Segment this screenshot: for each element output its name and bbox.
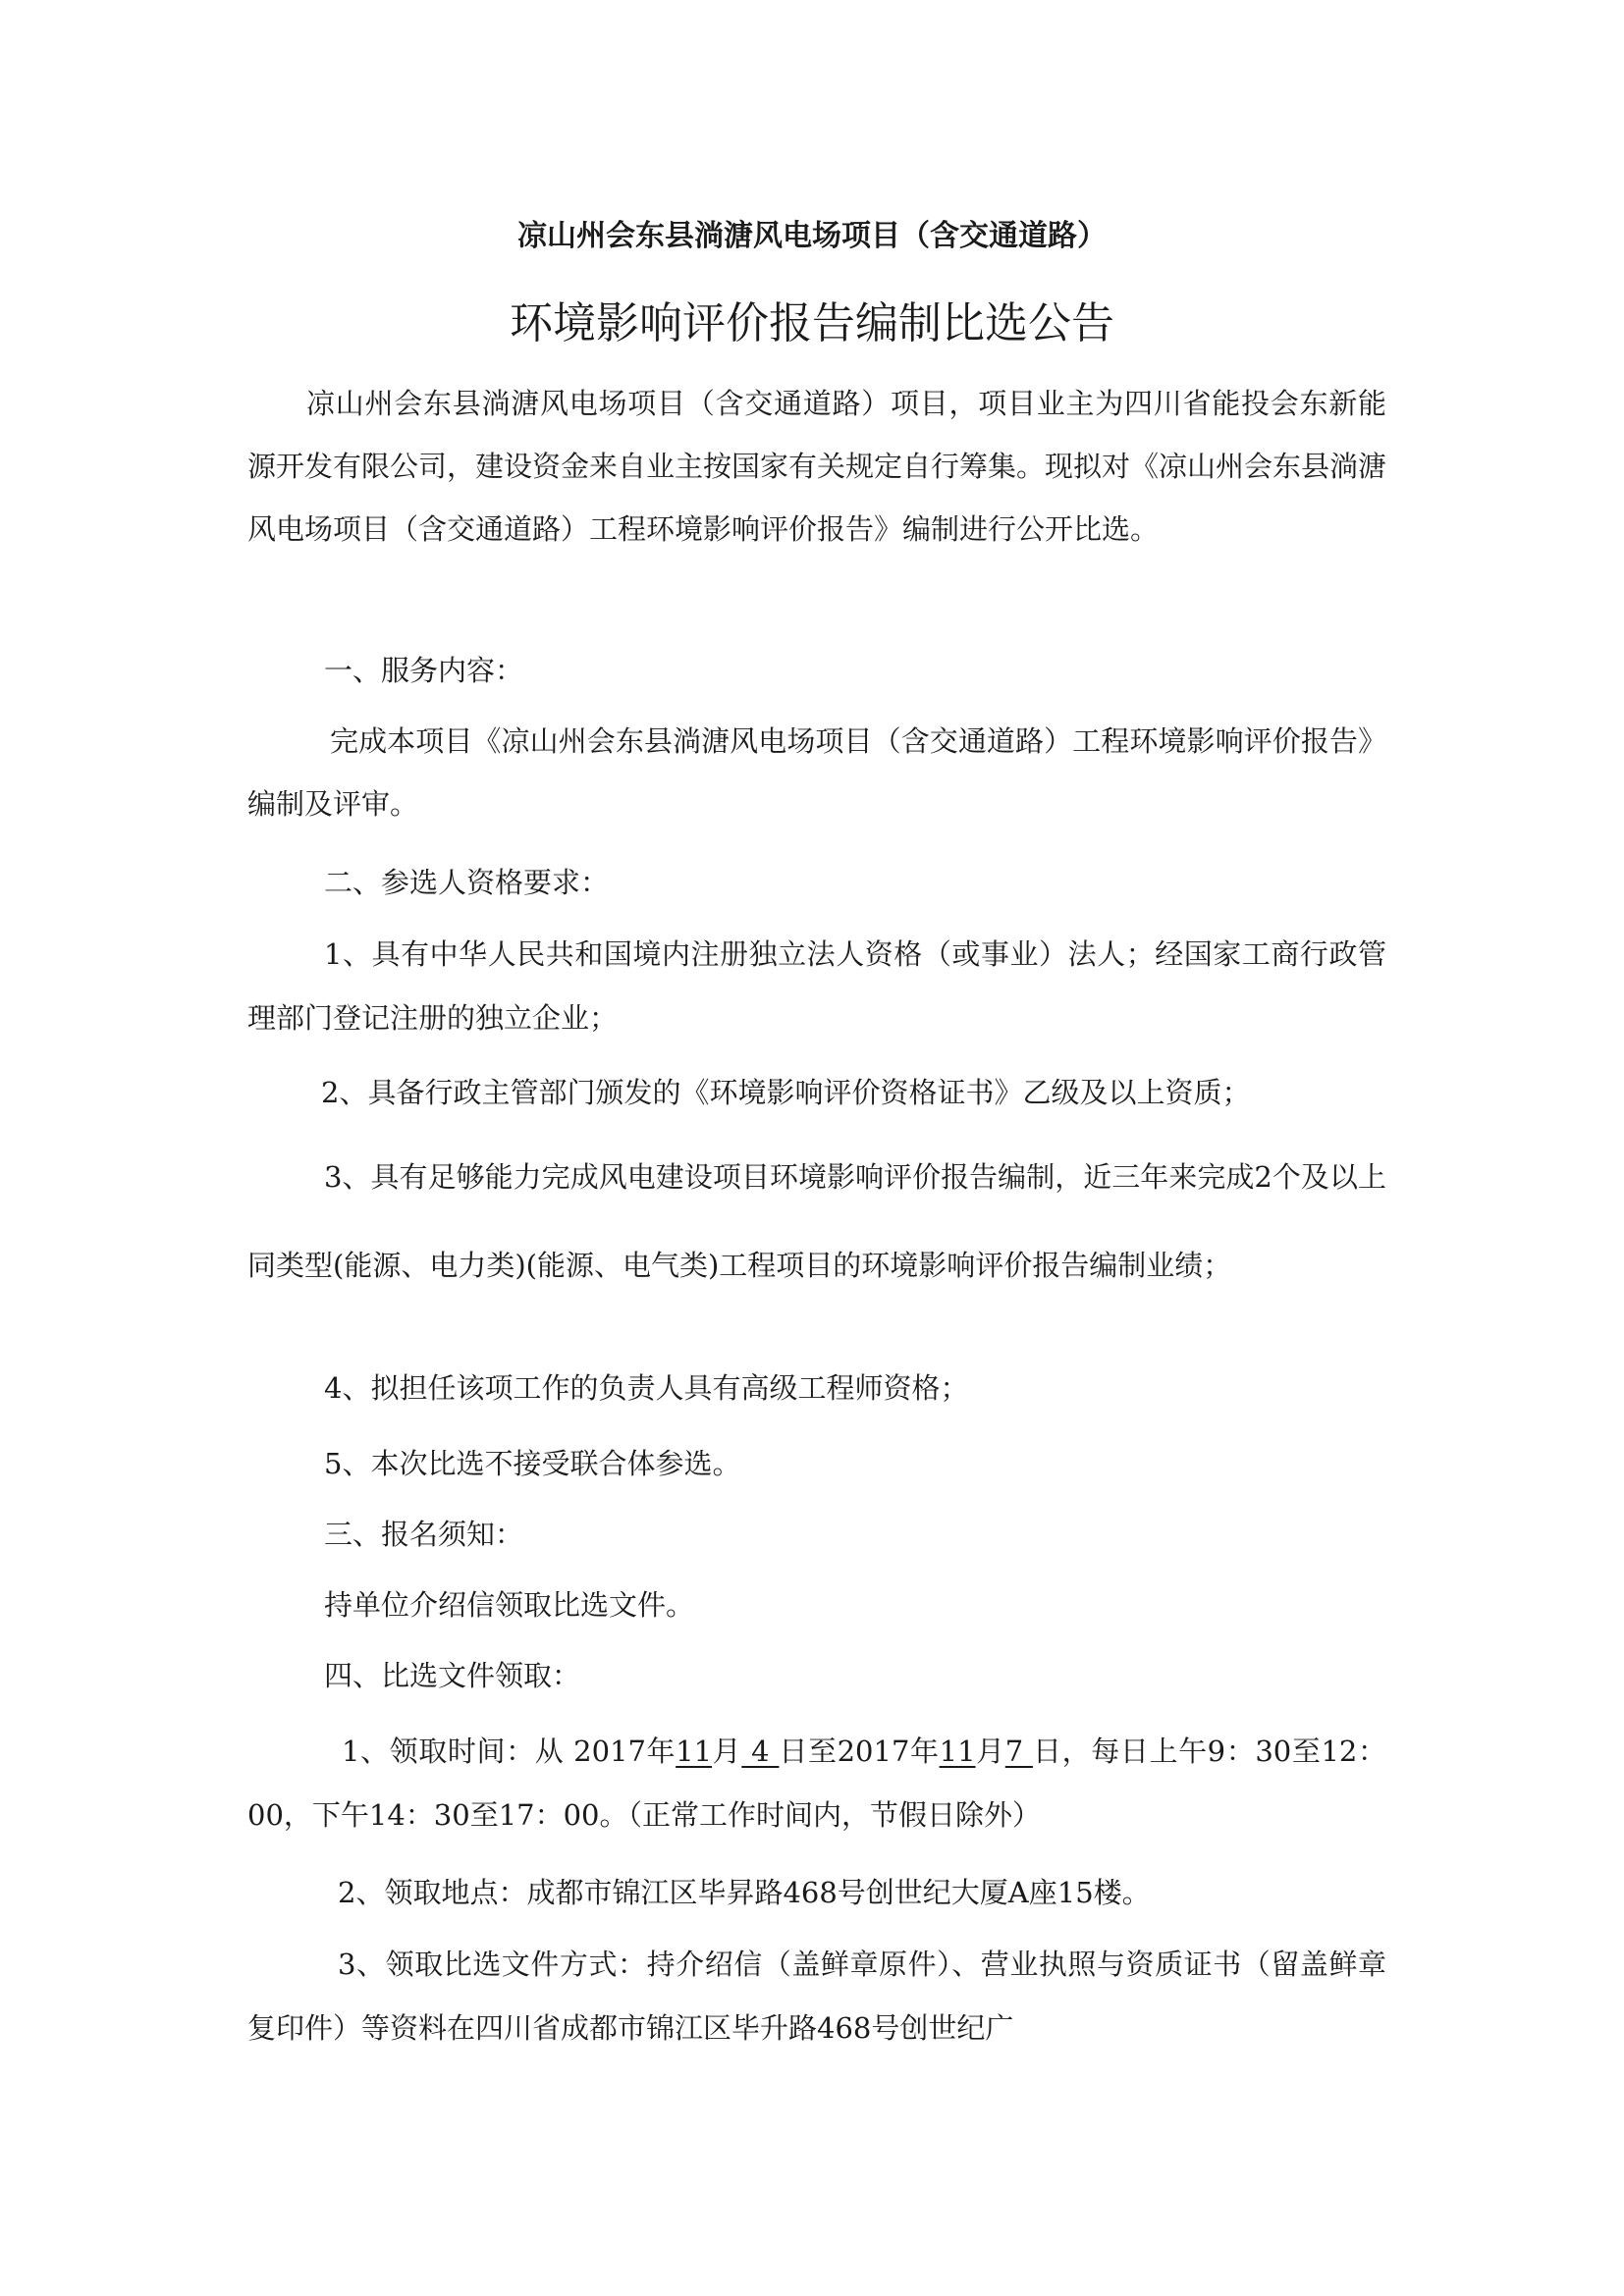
document-title-line1: 凉山州会东县淌溏风电场项目（含交通道路） (517, 219, 1107, 253)
requirement-item-5: 5、本次比选不接受联合体参选。 (324, 1447, 741, 1480)
collection-start-day: 4 (741, 1735, 780, 1768)
collection-time-month-label: 月 (712, 1735, 742, 1768)
collection-end-month: 11 (939, 1735, 976, 1768)
service-content-text: 完成本项目《凉山州会东县淌溏风电场项目（含交通道路）工程环境影响评价报告》编制及评审。 (247, 724, 1386, 821)
section-heading-service: 一、服务内容： (324, 654, 524, 687)
collection-location: 2、领取地点：成都市锦江区毕昇路468号创世纪大厦A座15楼。 (338, 1876, 1151, 1909)
requirement-item-1: 1、具有中华人民共和国境内注册独立法人资格（或事业）法人；经国家工商行政管理部门登记注册的独立企业； (247, 937, 1386, 1035)
section-heading-registration: 三、报名须知： (324, 1518, 524, 1551)
section-heading-qualification: 二、参选人资格要求： (324, 866, 610, 899)
document-title-line2: 环境影响评价报告编制比选公告 (510, 298, 1114, 348)
collection-start-month: 11 (676, 1735, 713, 1768)
collection-time-month-label-2: 月 (975, 1735, 1005, 1768)
collection-time-middle: 日至2017年 (779, 1735, 940, 1768)
collection-end-day: 7 (1004, 1735, 1034, 1768)
requirement-item-3: 3、具有足够能力完成风电建设项目环境影响评价报告编制，近三年来完成2个及以上同类型(能源、电力类)(能源、电气类)工程项目的环境影响评价报告编制业绩； (247, 1160, 1386, 1282)
section-heading-document-collection: 四、比选文件领取： (324, 1659, 581, 1692)
collection-method: 3、领取比选文件方式：持介绍信（盖鲜章原件）、营业执照与资质证书（留盖鲜章复印件）等资料在四川省成都市锦江区毕升路468号创世纪广 (247, 1948, 1386, 2045)
collection-time-prefix: 1、领取时间：从 2017年 (342, 1735, 677, 1768)
collection-time (247, 1720, 1386, 1847)
requirement-item-2: 2、具备行政主管部门颁发的《环境影响评价资格证书》乙级及以上资质； (321, 1076, 1251, 1109)
registration-text: 持单位介绍信领取比选文件。 (324, 1588, 695, 1622)
collection-time-suffix: 日，每日上午9：30至12：00，下午14：30至17：00。（正常工作时间内，节假日除外） (247, 1735, 1386, 1832)
requirement-item-4: 4、拟担任该项工作的负责人具有高级工程师资格； (324, 1371, 969, 1405)
intro-paragraph: 凉山州会东县淌溏风电场项目（含交通道路）项目，项目业主为四川省能投会东新能源开发有限公司，建设资金来自业主按国家有关规定自行筹集。现拟对《凉山州会东县淌溏风电场项目（含交通道路）工程环境影响评价报告》编制进行公开比选。 (247, 387, 1387, 546)
